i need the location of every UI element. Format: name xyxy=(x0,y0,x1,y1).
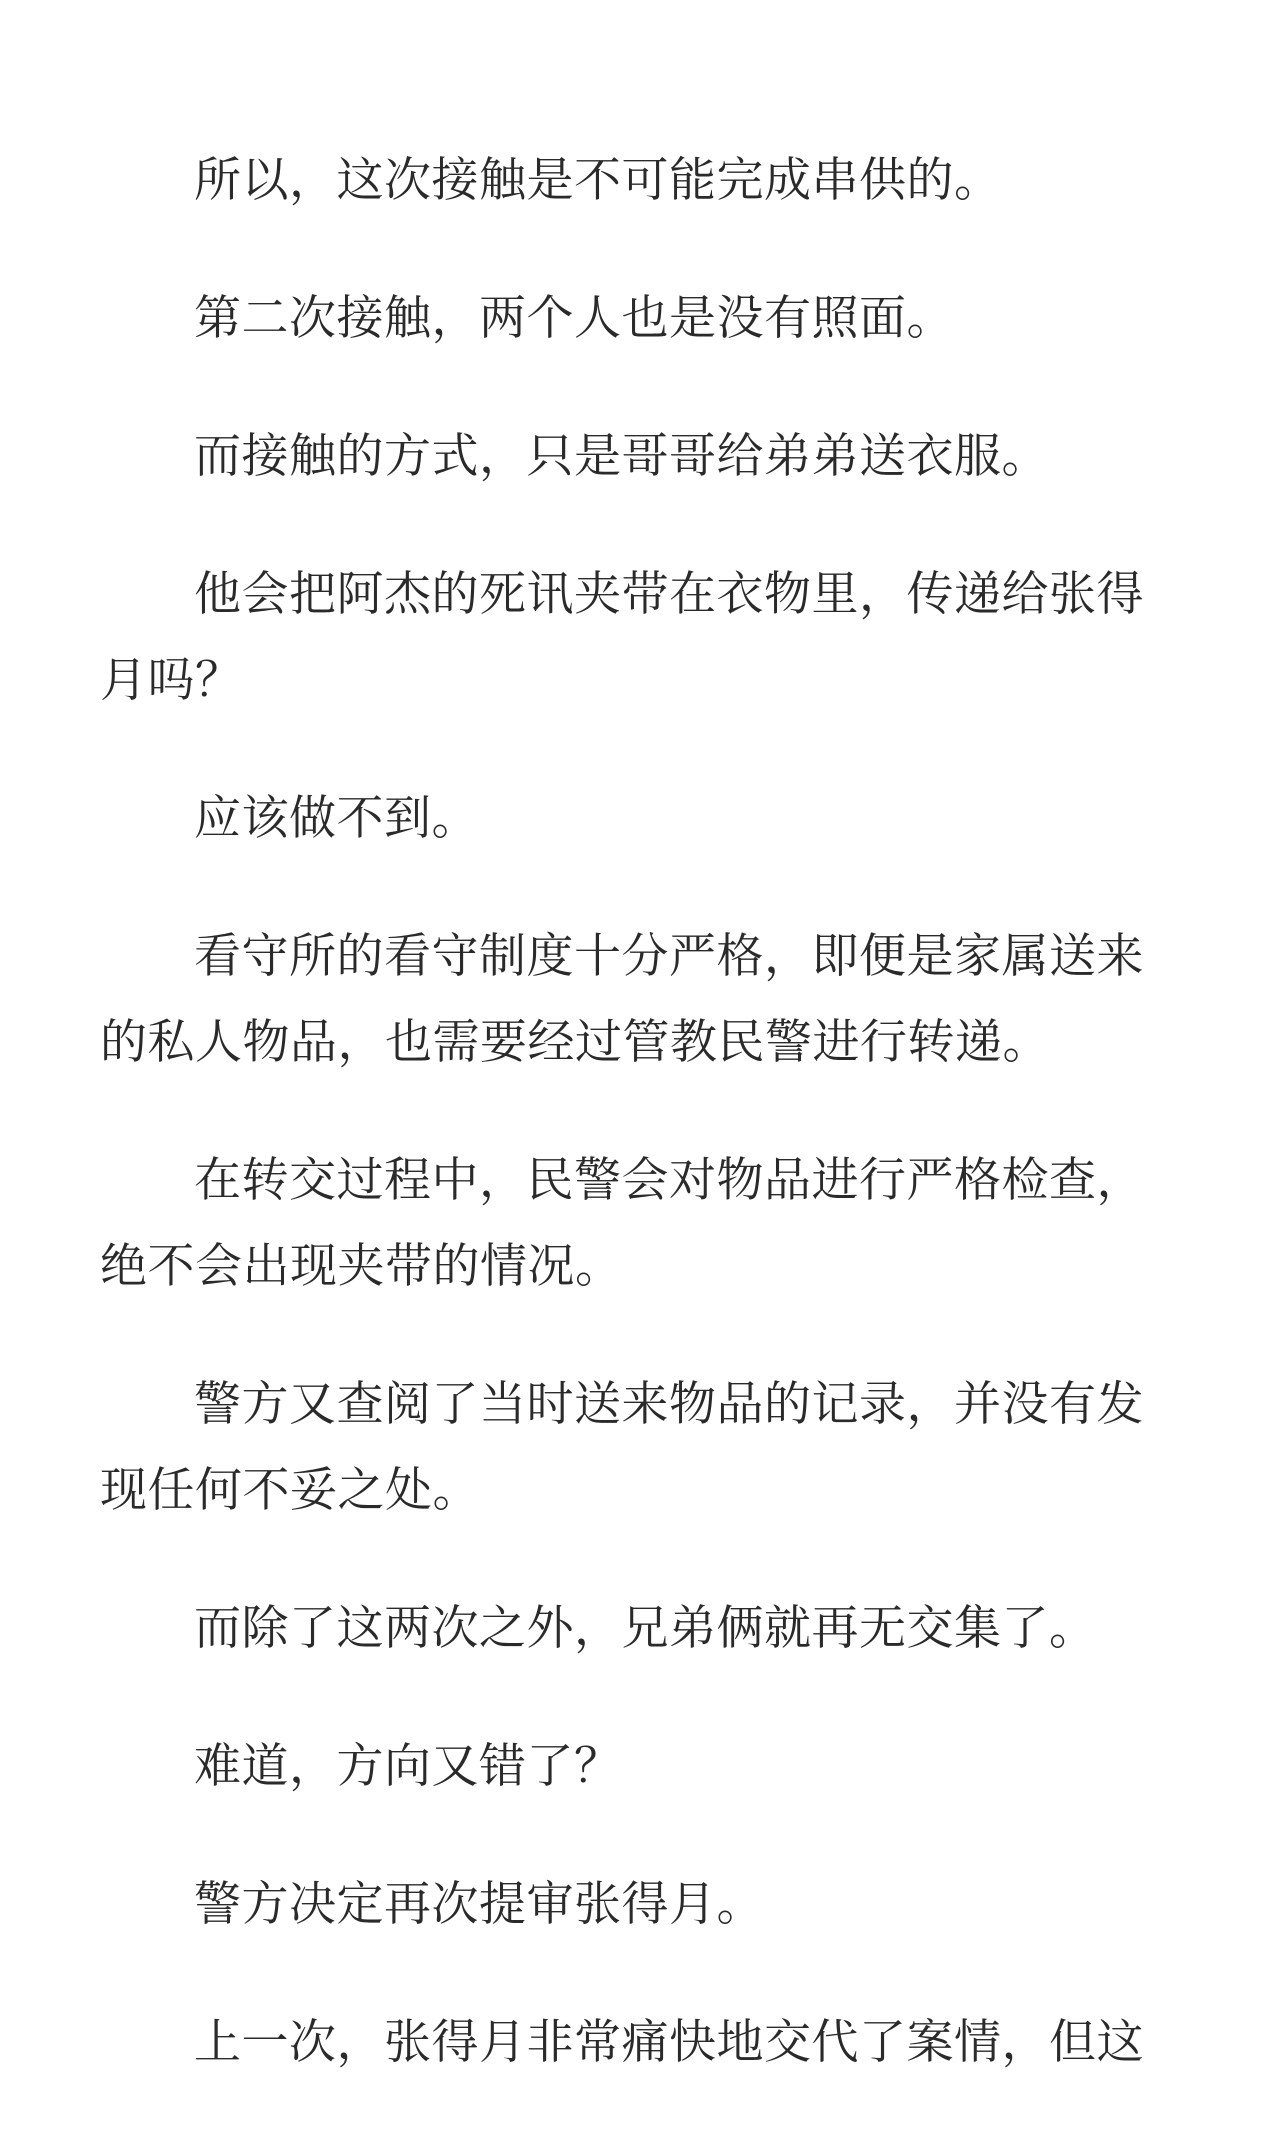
paragraph: 上一次，张得月非常痛快地交代了案情，但这 xyxy=(194,2015,1144,2070)
paragraph: 应该做不到。 xyxy=(194,791,479,846)
paragraph: 在转交过程中，民警会对物品进行严格检查，绝不会出现夹带的情况。 xyxy=(100,1153,1144,1294)
paragraph: 难道，方向又错了？ xyxy=(194,1739,622,1794)
paragraph: 看守所的看守制度十分严格，即便是家属送来的私人物品，也需要经过管教民警进行转递。 xyxy=(100,929,1144,1070)
paragraph: 他会把阿杰的死讯夹带在衣物里，传递给张得月吗？ xyxy=(100,567,1144,708)
paragraph: 警方又查阅了当时送来物品的记录，并没有发现任何不妥之处。 xyxy=(100,1377,1144,1518)
paragraph: 第二次接触，两个人也是没有照面。 xyxy=(194,291,954,346)
paragraph: 所以，这次接触是不可能完成串供的。 xyxy=(194,153,1002,208)
paragraph: 而接触的方式，只是哥哥给弟弟送衣服。 xyxy=(194,429,1049,484)
paragraph: 而除了这两次之外，兄弟俩就再无交集了。 xyxy=(194,1601,1097,1656)
article-body xyxy=(100,138,1180,2138)
paragraph: 警方决定再次提审张得月。 xyxy=(194,1877,764,1932)
